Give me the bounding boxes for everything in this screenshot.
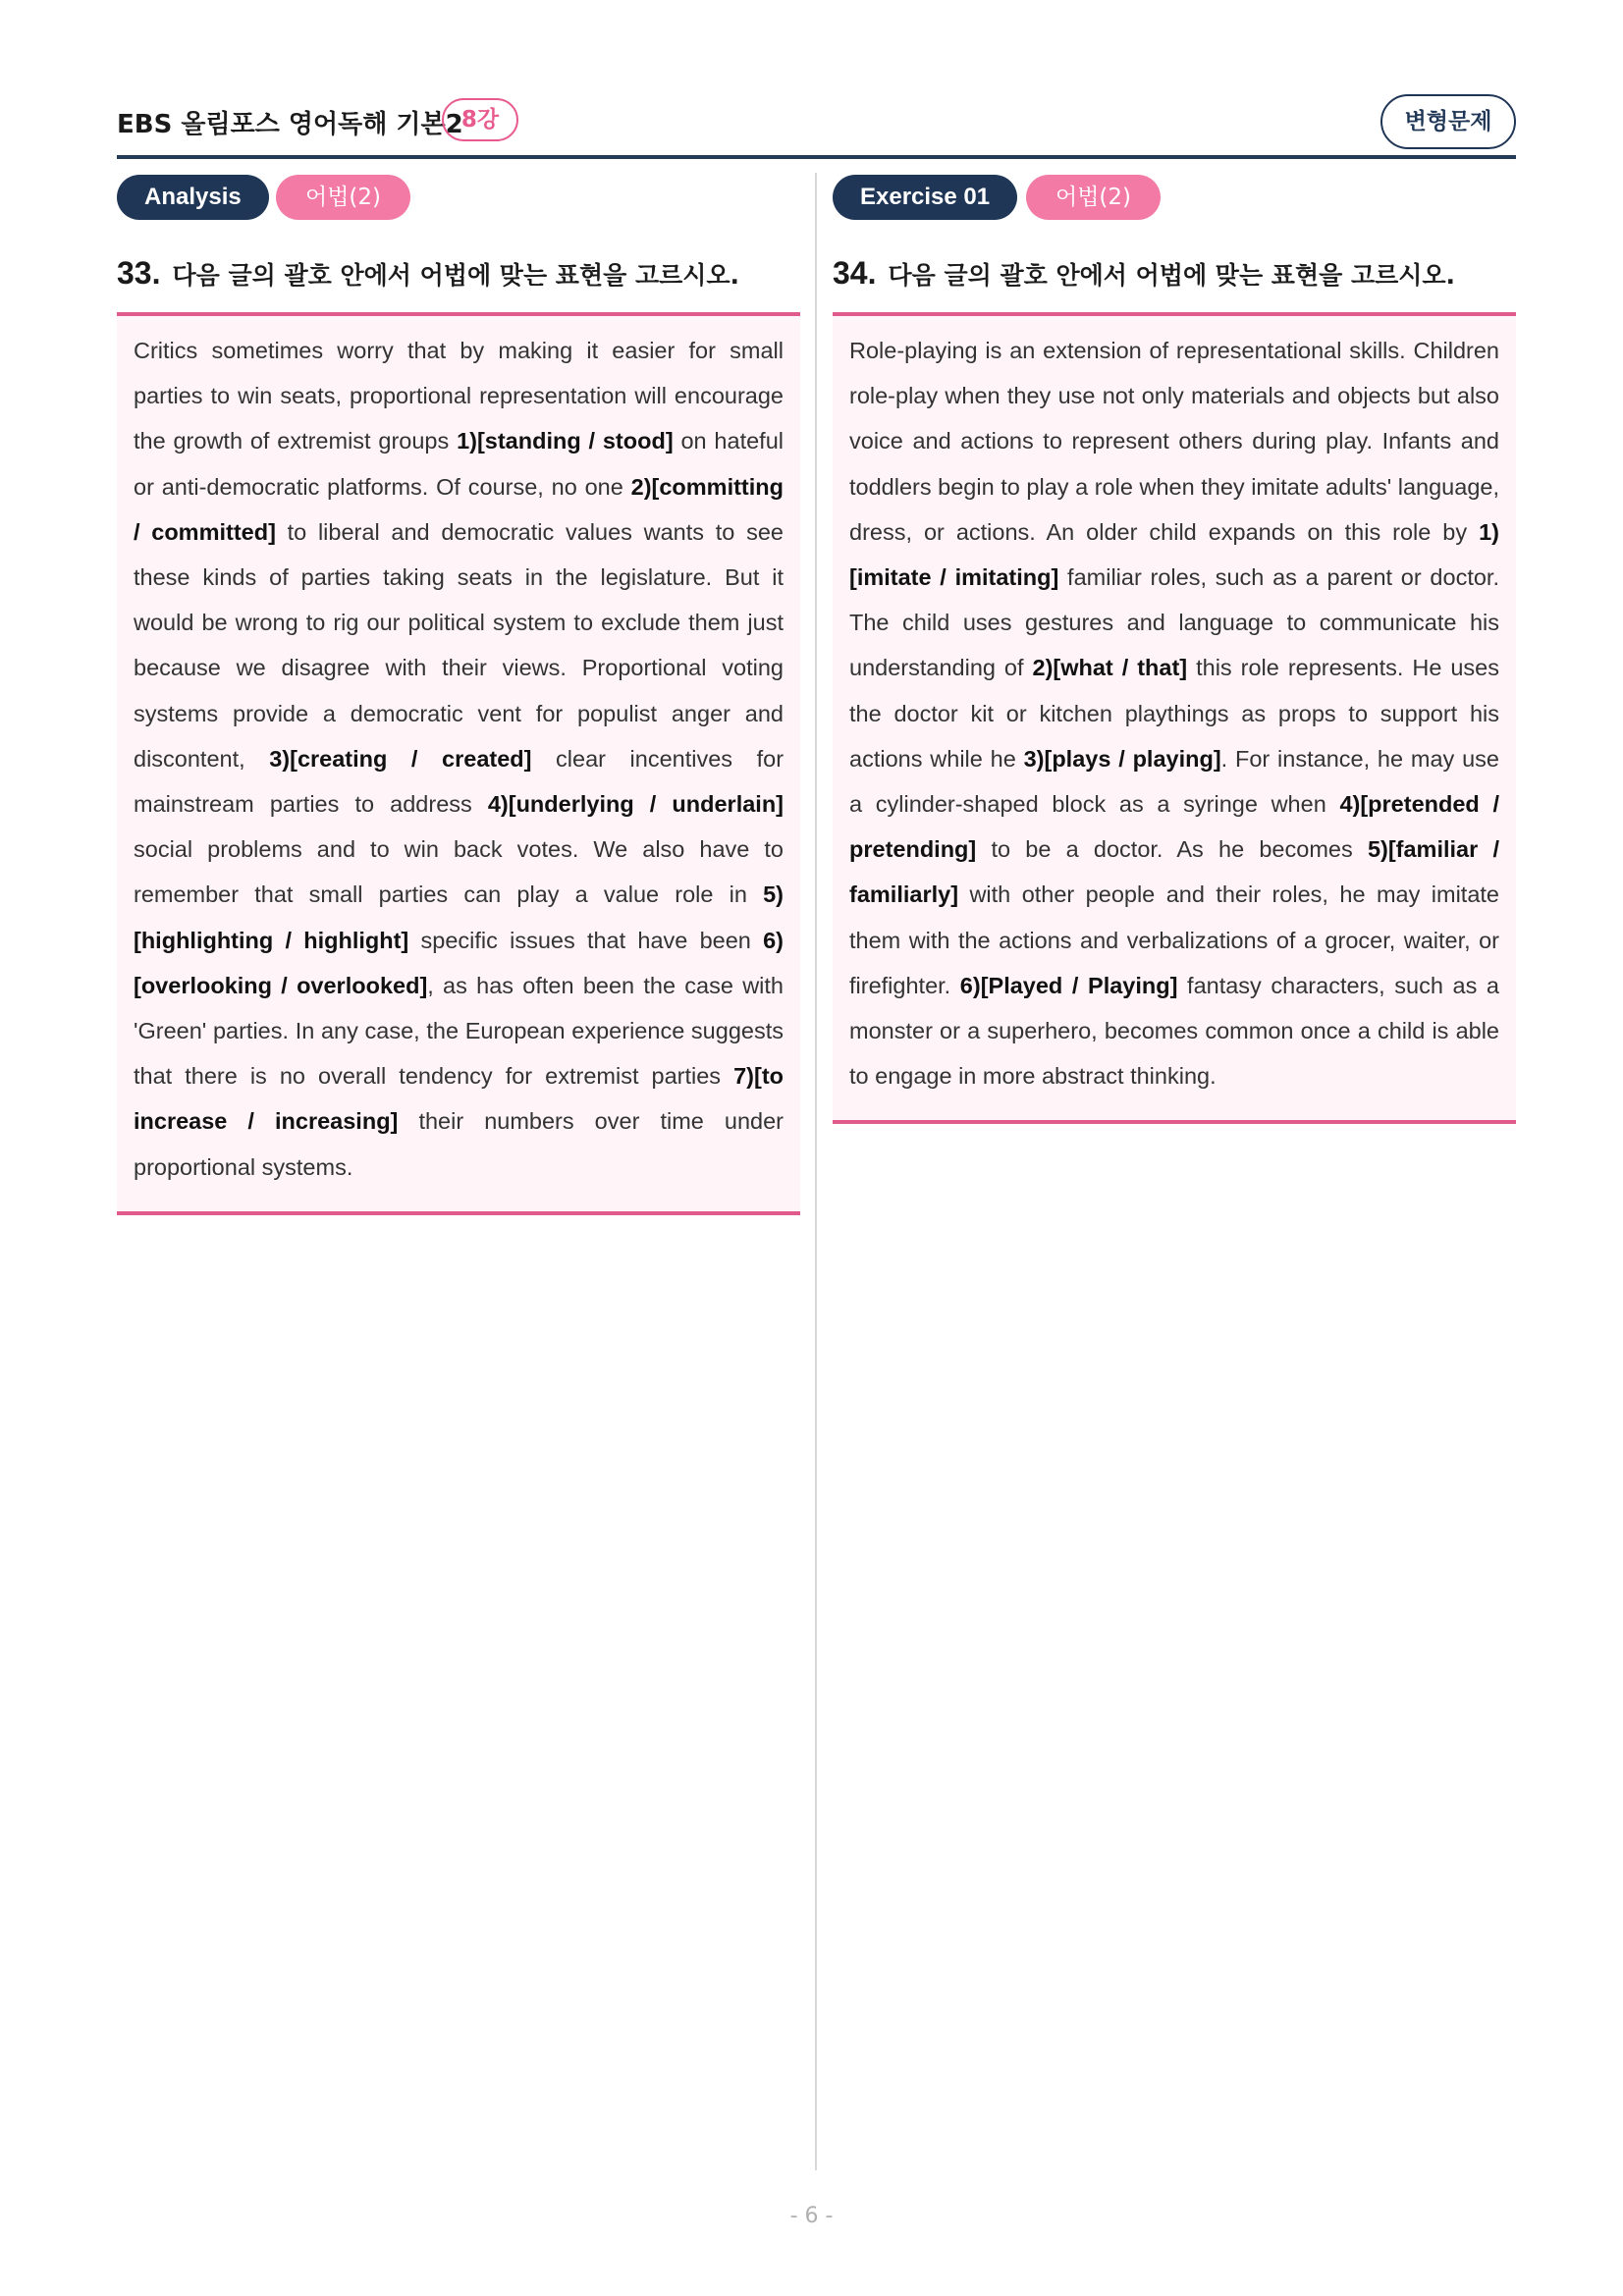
passage-text: on hateful or anti-democratic platforms. Of course, no one — [134, 428, 784, 500]
question-text: 다음 글의 괄호 안에서 어법에 맞는 표현을 고르시오. — [888, 261, 1456, 290]
passage-text: with other people and their roles, he may imitate them with the actions and verbalizations of a grocer, waiter, or firefighter. — [849, 881, 1499, 998]
book-title: EBS 올림포스 영어독해 기본2 — [117, 110, 463, 139]
left-tag-row — [117, 175, 800, 222]
question-33-title — [117, 255, 800, 294]
question-34-title — [833, 255, 1516, 294]
right-tag-row — [833, 175, 1516, 222]
passage-33 — [117, 312, 800, 1215]
left-column — [117, 175, 800, 1215]
column-divider — [815, 173, 817, 2170]
answer-choice: 1)[standing / stood] — [457, 428, 674, 454]
analysis-tag: Analysis — [117, 175, 269, 220]
lesson-badge: 8강 — [442, 98, 518, 141]
answer-choice: 2)[committing / committed] — [134, 473, 784, 545]
grammar-tag: 어법(2) — [1026, 175, 1161, 220]
passage-text: specific issues that have been — [408, 927, 764, 953]
question-number: 34. — [833, 255, 877, 291]
passage-text: to liberal and democratic values wants to see these kinds of parties taking seats in the legislature. But it would be wrong to rig our political system to exclude them just because we disagree with their views. Proportional voting systems provide a democratic vent for populist anger and discontent, — [134, 518, 784, 772]
passage-text: Role-playing is an extension of representational skills. Children role-play when they use not only materials and objects but also voice and actions to represent others during play. Infants and toddlers begin to play a role when they imitate adults' language, dress, or actions. An older child expands on this role by — [849, 338, 1499, 545]
answer-choice: 7)[to increase / increasing] — [134, 1063, 784, 1135]
grammar-tag: 어법(2) — [276, 175, 410, 220]
exercise-tag: Exercise 01 — [833, 175, 1017, 220]
answer-choice: 3)[plays / playing] — [1023, 745, 1221, 772]
page-header — [117, 94, 1516, 159]
passage-text: their numbers over time under proportional systems. — [134, 1108, 784, 1180]
passage-text: to be a doctor. As he becomes — [976, 836, 1368, 863]
answer-choice: 1)[imitate / imitating] — [849, 518, 1499, 591]
answer-choice: 4)[pretended / pretending] — [849, 791, 1499, 863]
passage-text: this role represents. He uses the doctor kit or kitchen playthings as props to support his actions while he — [849, 655, 1500, 772]
passage-text: familiar roles, such as a parent or doctor. The child uses gestures and language to communicate his understanding of — [849, 564, 1499, 681]
passage-text: clear incentives for mainstream parties to address — [134, 745, 784, 818]
right-column — [833, 175, 1516, 1124]
passage-text: social problems and to win back votes. We also have to remember that small parties can play a value role in — [134, 836, 784, 908]
passage-text: fantasy characters, such as a monster or a superhero, becomes common once a child is able to engage in more abstract thinking. — [849, 972, 1499, 1090]
passage-text: , as has often been the case with 'Green' parties. In any case, the European experience suggests that there is no overall tendency for extremist parties — [134, 972, 784, 1090]
question-text: 다음 글의 괄호 안에서 어법에 맞는 표현을 고르시오. — [172, 261, 740, 290]
answer-choice: 3)[creating / created] — [269, 745, 532, 772]
answer-choice: 6)[overlooking / overlooked] — [134, 927, 784, 998]
answer-choice: 4)[underlying / underlain] — [487, 791, 784, 818]
answer-choice: 5)[familiar / familiarly] — [849, 836, 1499, 908]
question-number: 33. — [117, 255, 161, 291]
answer-choice: 5)[highlighting / highlight] — [134, 881, 784, 953]
passage-34 — [833, 312, 1516, 1124]
answer-choice: 2)[what / that] — [1032, 655, 1188, 681]
type-badge: 변형문제 — [1380, 94, 1516, 149]
page-number: - 6 - — [789, 2204, 834, 2228]
header-divider — [117, 155, 1516, 159]
answer-choice: 6)[Played / Playing] — [959, 972, 1178, 998]
passage-text: Critics sometimes worry that by making it easier for small parties to win seats, proportional representation will encourage the growth of extremist groups — [134, 338, 784, 454]
passage-text: . For instance, he may use a cylinder-shaped block as a syringe when — [849, 745, 1499, 818]
